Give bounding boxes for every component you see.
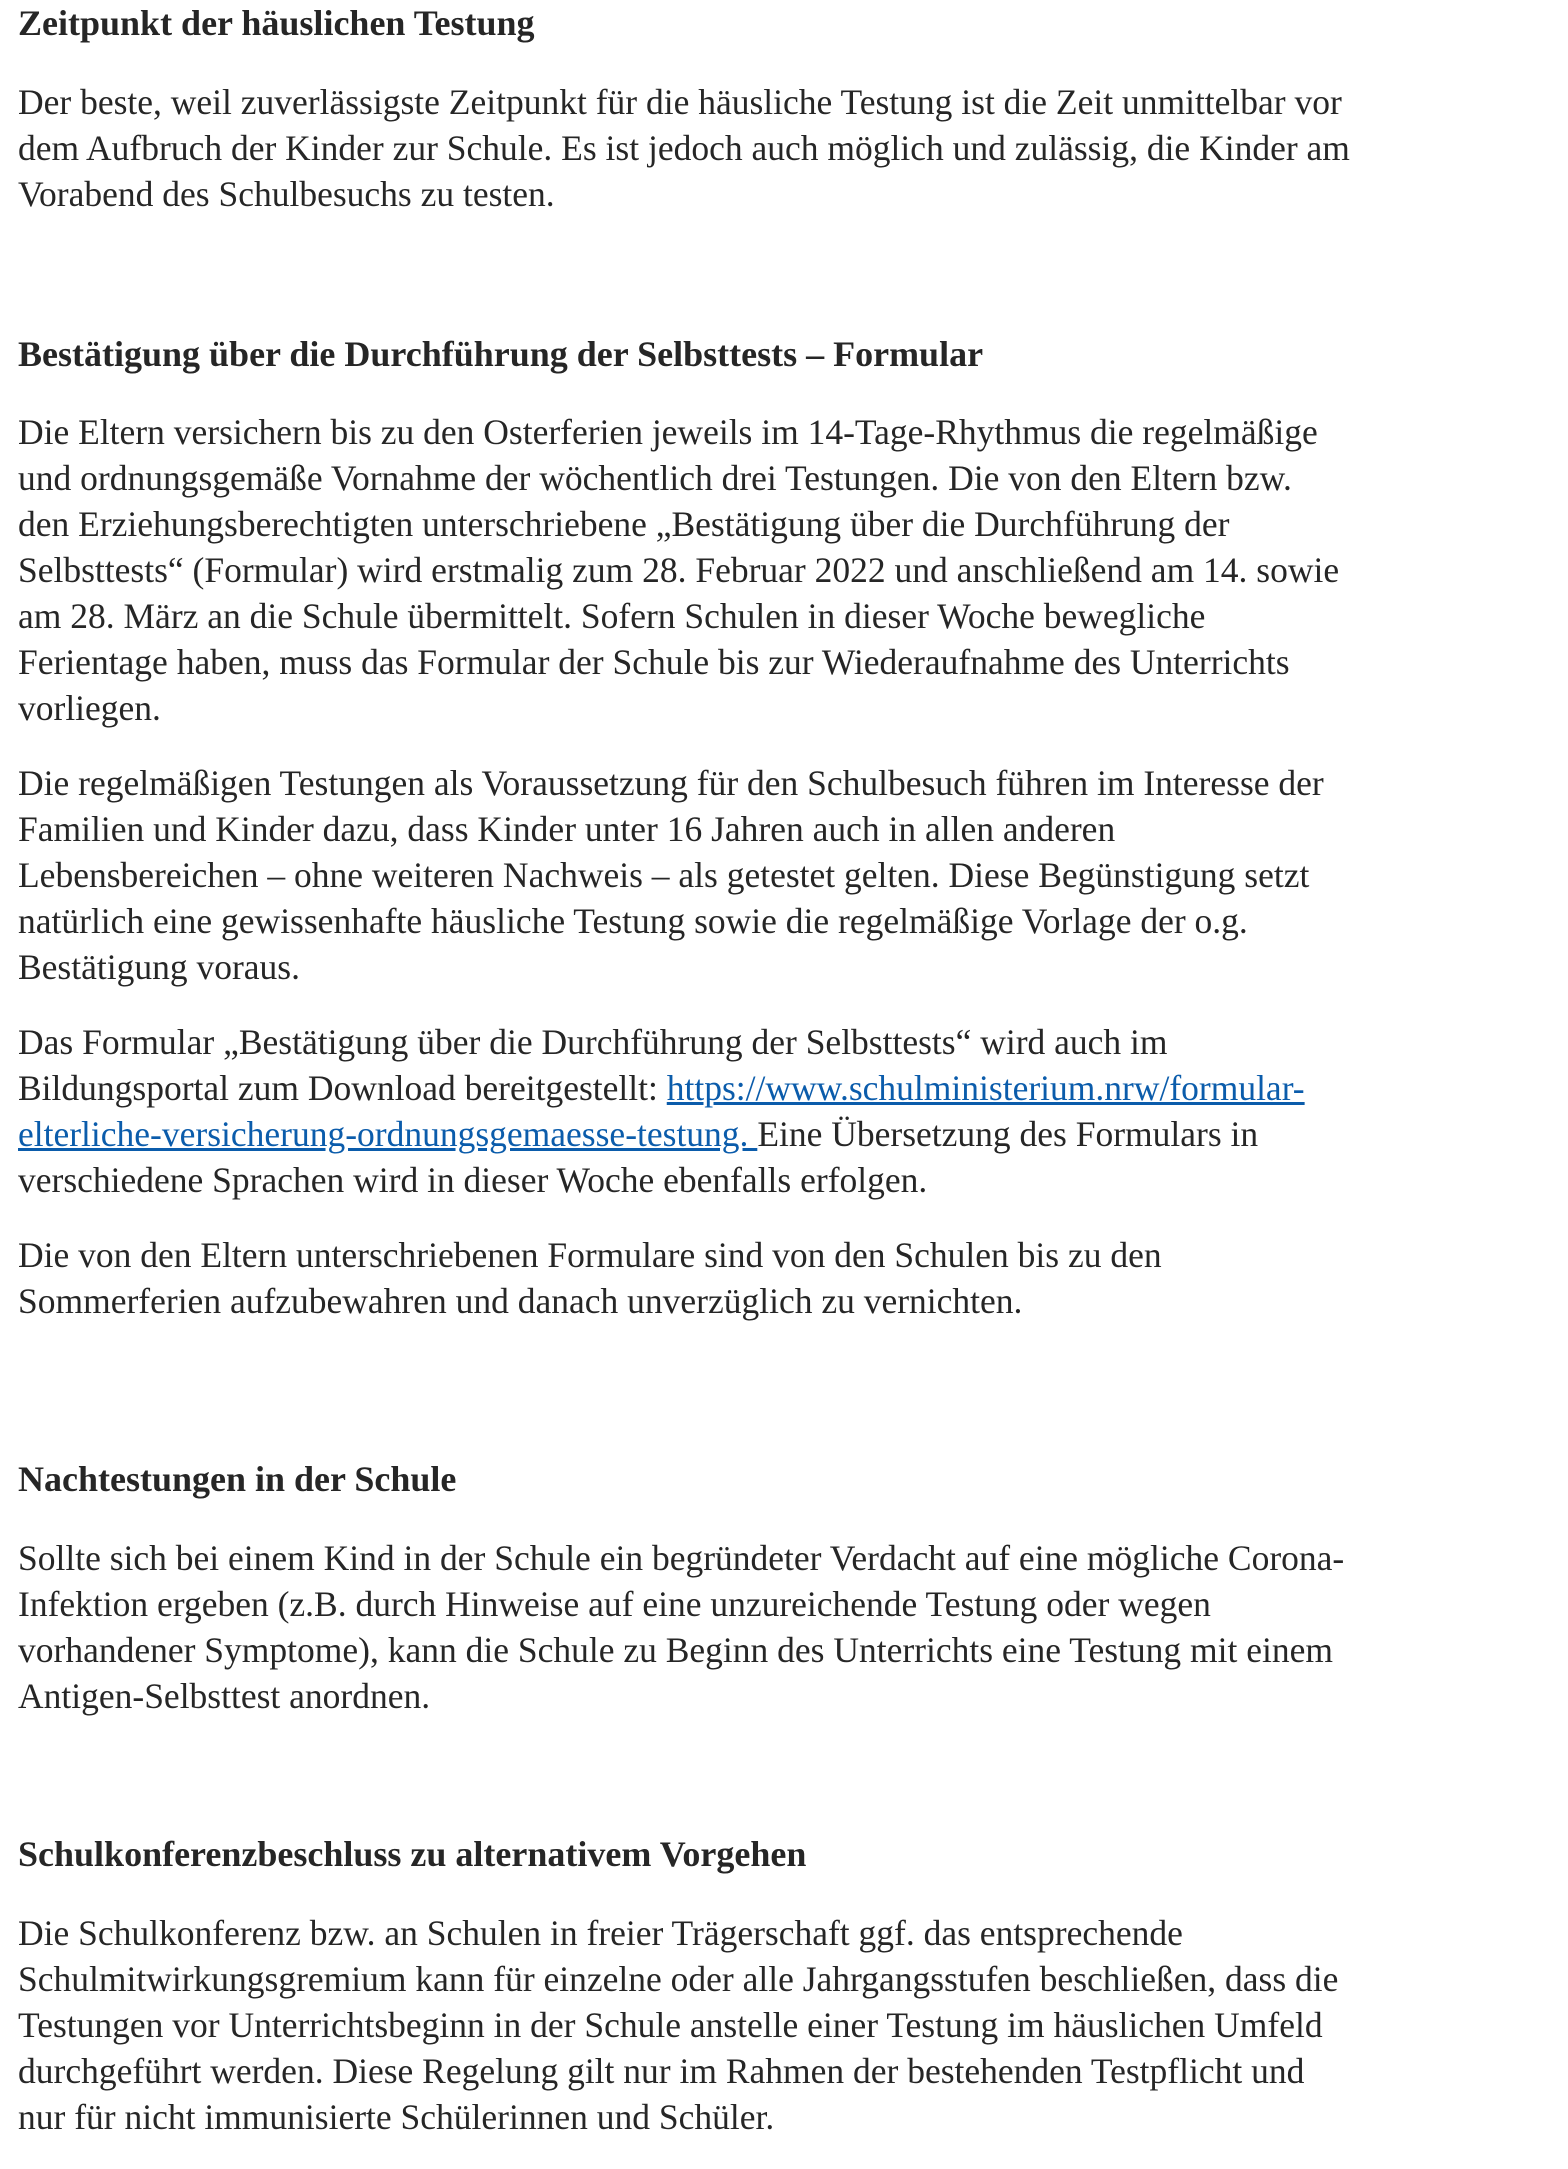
link-text-line1: https://www.schulministerium.nrw/formular-: [666, 1068, 1305, 1108]
section-heading: Bestätigung über die Durchführung der Selbsttests – Formular: [18, 334, 984, 374]
section-heading: Zeitpunkt der häuslichen Testung: [18, 3, 535, 43]
paragraph: Der beste, weil zuverlässigste Zeitpunkt für die häusliche Testung ist die Zeit unmittelbar vor dem Aufbruch der Kinder zur Schule. Es ist jedoch auch möglich und zulässig, die Kinder am Vorabend des Schulbesuchs zu testen.: [18, 82, 1350, 214]
paragraph: Die von den Eltern unterschriebenen Formulare sind von den Schulen bis zu den Sommerferien aufzubewahren und danach unverzüglich zu vernichten.: [18, 1235, 1162, 1321]
section-heading: Schulkonferenzbeschluss zu alternativem Vorgehen: [18, 1834, 807, 1874]
paragraph: Die Schulkonferenz bzw. an Schulen in freier Trägerschaft ggf. das entsprechende Schulmitwirkungsgremium kann für einzelne oder alle Jahrgangsstufen beschließen, dass die Testungen vor Unterrichtsbeginn in der Schule anstelle einer Testung im häuslichen Umfeld durchgeführt werden. Diese Regelung gilt nur im Rahmen der bestehenden Testpflicht und nur für nicht immunisierte Schülerinnen und Schüler.: [18, 1913, 1339, 2137]
paragraph: Die Eltern versichern bis zu den Osterferien jeweils im 14-Tage-Rhythmus die regelmäßige und ordnungsgemäße Vornahme der wöchentlich drei Testungen. Die von den Eltern bzw. den Erziehungsberechtigten unterschriebene „Bestätigung über die Durchführung der Selbsttests“ (Formular) wird erstmalig zum 28. Februar 2022 und anschließend am 14. sowie am 28. März an die Schule übermittelt. Sofern Schulen in dieser Woche bewegliche Ferientage haben, muss das Formular der Schule bis zur Wiederaufnahme des Unterrichts vorliegen.: [18, 412, 1340, 728]
section-confirmation-form: [18, 330, 1558, 1324]
paragraph: Sollte sich bei einem Kind in der Schule ein begründeter Verdacht auf eine mögliche Corona- Infektion ergeben (z.B. durch Hinweise auf eine unzureichende Testung oder wegen vorhandener Symptome), kann die Schule zu Beginn des Unterrichts eine Testung mit einem Antigen-Selbsttest anordnen.: [18, 1538, 1345, 1716]
section-school-conference-decision: [18, 1830, 1558, 2140]
paragraph-with-link: [18, 1019, 1558, 1203]
section-heading: Nachtestungen in der Schule: [18, 1459, 457, 1499]
link-text-line2: elterliche-versicherung-ordnungsgemaesse-testung.: [18, 1114, 758, 1154]
paragraph-text-before: Das Formular „Bestätigung über die Durchführung der Selbsttests“ wird auch im Bildungsportal zum Download bereitgestellt:: [18, 1022, 1168, 1108]
paragraph: Die regelmäßigen Testungen als Voraussetzung für den Schulbesuch führen im Interesse der Familien und Kinder dazu, dass Kinder unter 16 Jahren auch in allen anderen Lebensbereichen – ohne weiteren Nachweis – als getestet gelten. Diese Begünstigung setzt natürlich eine gewissenhafte häusliche Testung sowie die regelmäßige Vorlage der o.g. Bestätigung voraus.: [18, 763, 1324, 987]
section-retesting-at-school: [18, 1455, 1558, 1719]
paragraph-text-after: Eine Übersetzung des Formulars in verschiedene Sprachen wird in dieser Woche ebenfalls erfolgen.: [18, 1114, 1259, 1200]
section-testing-time: [18, 0, 1558, 217]
